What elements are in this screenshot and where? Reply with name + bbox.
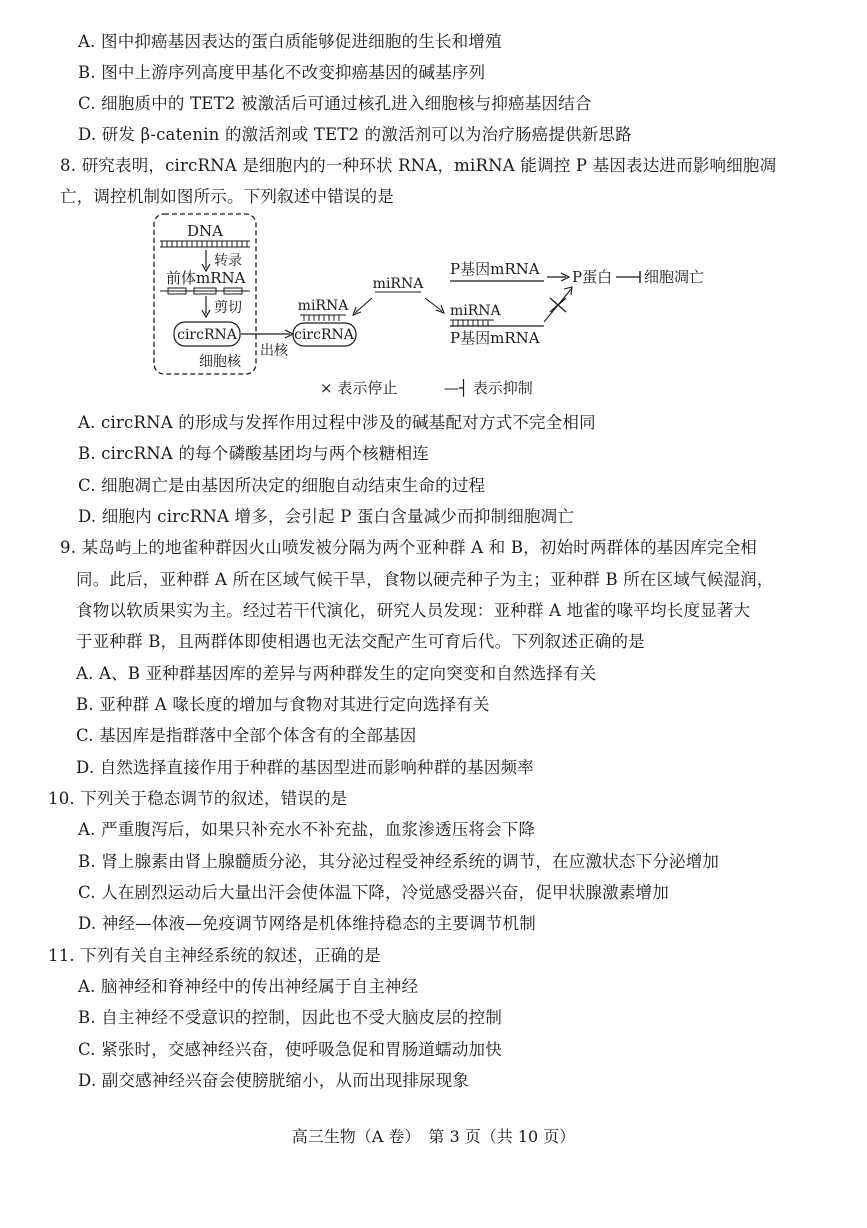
q10-option-b: B. 肾上腺素由肾上腺髓质分泌，其分泌过程受神经系统的调节，在应激状态下分泌增加	[78, 852, 720, 871]
bound-mirna-label: miRNA	[297, 298, 349, 314]
mirna-to-circrna-arrow	[355, 298, 372, 313]
nucleus-label: 细胞核	[199, 354, 241, 370]
p-mrna-bound-label: P基因mRNA	[450, 329, 540, 347]
mrna-bound-mirna-label: miRNA	[450, 303, 501, 319]
q8-stem-line1: 8. 研究表明，circRNA 是细胞内的一种环状 RNA，miRNA 能调控 P 基因表达进而影响细胞凋	[60, 156, 777, 175]
q7-option-b: B. 图中上游序列高度甲基化不改变抑癌基因的碱基序列	[78, 63, 486, 82]
mirna-to-mrna-arrow	[425, 298, 442, 311]
q10-option-a: A. 严重腹泻后，如果只补充水不补充盐，血浆渗透压将会下降	[78, 820, 536, 839]
q11-stem: 11. 下列有关自主神经系统的叙述，正确的是	[48, 946, 381, 965]
q10-stem: 10. 下列关于稳态调节的叙述，错误的是	[48, 789, 348, 808]
q9-option-c: C. 基因库是指群落中全部个体含有的全部基因	[76, 726, 417, 745]
q11-option-a: A. 脑神经和脊神经中的传出神经属于自主神经	[78, 977, 419, 996]
q9-stem-line3: 食物以软质果实为主。经过若干代演化，研究人员发现：亚种群 A 地雀的喙平均长度显著大	[76, 601, 751, 620]
export-label: 出核	[260, 343, 288, 359]
splicing-label: 剪切	[214, 300, 242, 316]
circrna-cytoplasm-label: circRNA	[294, 327, 354, 343]
p-protein-label: P蛋白	[572, 268, 613, 286]
pre-mrna-strand	[160, 288, 250, 294]
q8-diagram	[140, 212, 740, 402]
q9-stem-line2: 同。此后，亚种群 A 所在区域气候干旱，食物以硬壳种子为主；亚种群 B 所在区域气候湿润，	[76, 570, 774, 589]
dna-strand	[160, 241, 250, 247]
q8-option-a: A. circRNA 的形成与发挥作用过程中涉及的碱基配对方式不完全相同	[78, 413, 596, 432]
q11-option-c: C. 紧张时，交感神经兴奋，使呼吸急促和胃肠道蠕动加快	[78, 1040, 502, 1059]
q9-stem-line4: 于亚种群 B，且两群体即使相遇也无法交配产生可育后代。下列叙述正确的是	[76, 632, 645, 651]
page-footer: 高三生物（A 卷） 第 3 页（共 10 页）	[291, 1127, 576, 1146]
q11-option-b: B. 自主神经不受意识的控制，因此也不受大脑皮层的控制	[78, 1008, 503, 1027]
circrna-nuclear-label: circRNA	[177, 327, 237, 343]
q8-option-b: B. circRNA 的每个磷酸基团均与两个核糖相连	[78, 444, 429, 463]
apoptosis-label: 细胞凋亡	[644, 268, 705, 286]
q8-option-d: D. 细胞内 circRNA 增多，会引起 P 蛋白含量减少而抑制细胞凋亡	[78, 507, 575, 526]
q7-option-d: D. 研发 β-catenin 的激活剂或 TET2 的激活剂可以为治疗肠癌提供新思路	[78, 125, 632, 144]
free-mirna-label: miRNA	[372, 276, 424, 292]
dna-label: DNA	[187, 222, 223, 240]
q7-option-a: A. 图中抑癌基因表达的蛋白质能够促进细胞的生长和增殖	[78, 32, 502, 51]
q11-option-d: D. 副交感神经兴奋会使膀胱缩小，从而出现排尿现象	[78, 1071, 470, 1090]
q10-option-d: D. 神经—体液—免疫调节网络是机体维持稳态的主要调节机制	[78, 914, 536, 933]
q9-option-b: B. 亚种群 A 喙长度的增加与食物对其进行定向选择有关	[76, 695, 490, 714]
q10-option-c: C. 人在剧烈运动后大量出汗会使体温下降，冷觉感受器兴奋，促甲状腺激素增加	[78, 883, 669, 902]
q9-stem-line1: 9. 某岛屿上的地雀种群因火山喷发被分隔为两个亚种群 A 和 B，初始时两群体的基因库完全相	[60, 538, 757, 557]
bound-mirna-strand	[300, 315, 346, 321]
mrna-bound-mirna-strand	[450, 320, 494, 326]
legend-stop: × 表示停止	[320, 379, 398, 397]
q9-option-d: D. 自然选择直接作用于种群的基因型进而影响种群的基因频率	[76, 758, 534, 777]
q9-option-a: A. A、B 亚种群基因库的差异与两种群发生的定向突变和自然选择有关	[76, 664, 597, 683]
q8-stem-line2: 亡，调控机制如图所示。下列叙述中错误的是	[60, 187, 394, 206]
q7-option-c: C. 细胞质中的 TET2 被激活后可通过核孔进入细胞核与抑癌基因结合	[78, 94, 592, 113]
p-mrna-free-label: P基因mRNA	[450, 260, 540, 278]
legend-inhibit: —┤ 表示抑制	[444, 379, 533, 397]
q8-option-c: C. 细胞凋亡是由基因所决定的细胞自动结束生命的过程	[78, 476, 486, 495]
transcription-label: 转录	[214, 253, 242, 269]
pre-mrna-label: 前体mRNA	[166, 269, 246, 287]
